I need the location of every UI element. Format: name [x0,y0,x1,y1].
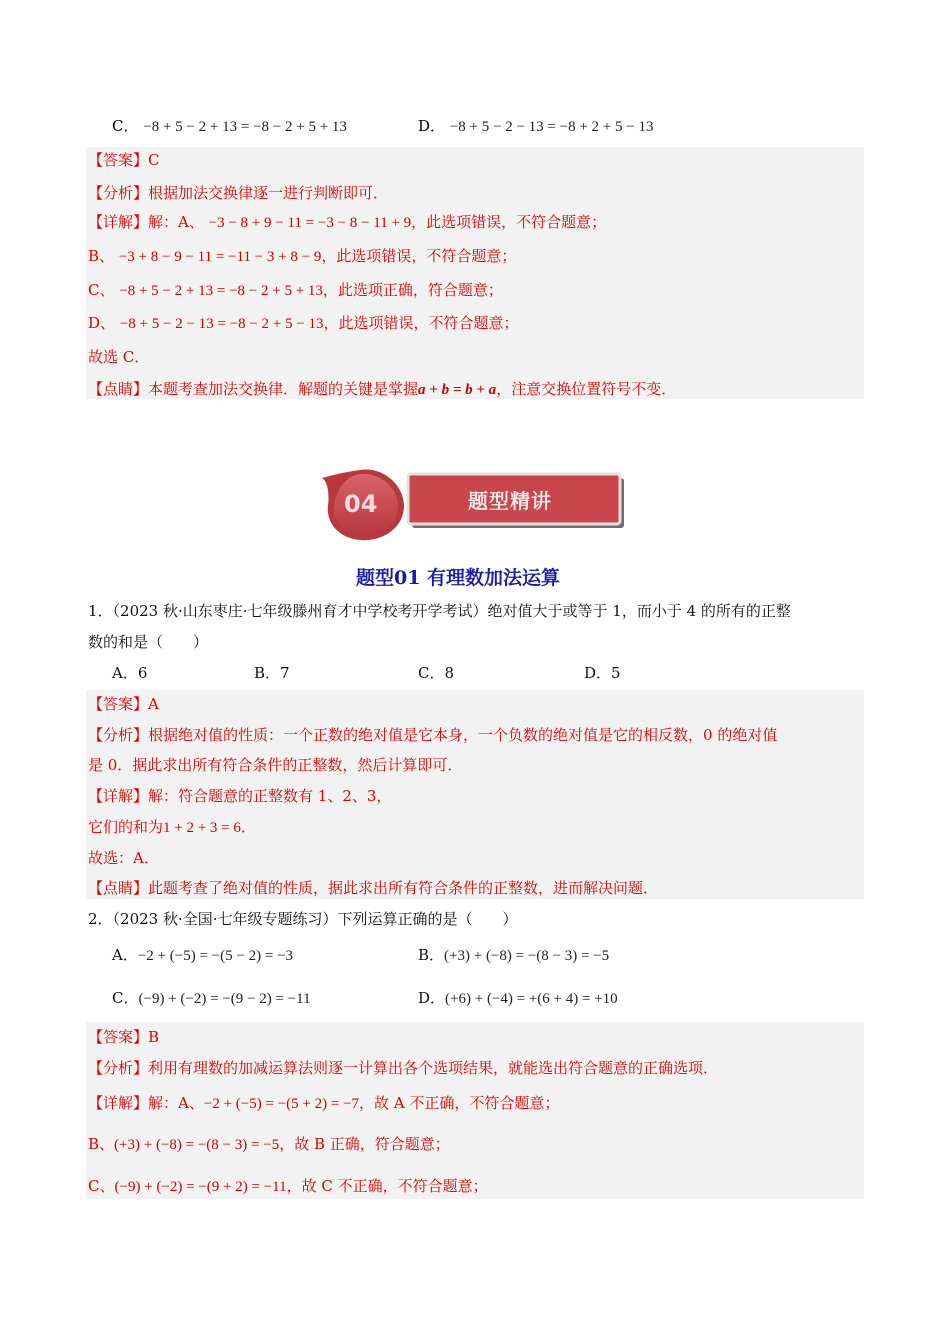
option-d [418,116,653,137]
analysis-tag: 【分析】 [88,1059,149,1077]
q1-sum-line [88,817,256,838]
prev-detail-line-a [88,212,606,233]
detail-expr-b: −3 + 8 − 9 − 11 = −11 − 3 + 8 − 9 [118,249,322,265]
detail-expr-d: −8 + 5 − 2 − 13 = −8 − 2 + 5 − 13 [119,316,324,332]
detail-expr-c: −8 + 5 − 2 + 13 = −8 − 2 + 5 + 13 [119,283,323,299]
q1-detail-line [88,786,391,806]
option-c-label: C． [112,117,139,135]
q2-option-c-expr: (−9) + (−2) = −(9 − 2) = −11 [138,991,311,1007]
q2-detail-line-c [88,1176,488,1197]
detail-intro: 解：A、 [148,1094,204,1112]
q1-analysis-line1 [88,725,777,745]
section-banner [322,464,632,544]
detail-tag: 【详解】 [88,787,149,805]
q2-option-b [418,945,609,966]
note-expr: a + b = b + a [418,382,497,398]
detail-prefix-b: B、 [88,1135,115,1153]
q2-option-b-expr: (+3) + (−8) = −(8 − 3) = −5 [444,948,610,964]
detail-intro: 解：A、 [148,213,204,231]
option-c [112,116,347,137]
detail-prefix-d: D、 [88,314,116,332]
q2-option-a-label: A． [112,946,138,964]
q2-option-d [418,988,618,1009]
sum-post: ． [240,818,256,836]
detail-text: 解：符合题意的正整数有 1、2、3， [148,787,392,805]
prev-answer-line [88,150,160,170]
q2-option-c-label: C． [112,989,139,1007]
detail-tag: 【详解】 [88,213,149,231]
q1-stem-line1: 1．（2023 秋·山东枣庄·七年级滕州育才中学校考开学考试）绝对值大于或等于 1，而小于 4 的所有的正整 [88,602,791,620]
q2-option-c [112,988,311,1009]
banner-title: 题型精讲 [468,489,552,513]
option-d-label: D． [418,117,446,135]
sum-expr: 1 + 2 + 3 = 6 [163,820,241,836]
q1-analysis-line2: 是 0．据此求出所有符合条件的正整数，然后计算即可． [88,756,463,774]
q2-stem: 2．（2023 秋·全国·七年级专题练习）下列运算正确的是（ ） [88,910,518,928]
answer-value: B [148,1028,160,1046]
prev-analysis-line [88,183,388,203]
q1-option-c: C．8 [418,664,455,682]
analysis-tag: 【分析】 [88,726,149,744]
note-text: 此题考查了绝对值的性质，据此求出所有符合条件的正整数，进而解决问题． [148,879,659,897]
q1-option-a: A．6 [112,664,148,682]
q1-conclusion: 故选：A． [88,849,159,867]
detail-prefix-c: C、 [88,281,115,299]
detail-text-b: ，故 B 正确，符合题意； [279,1135,450,1153]
q2-option-d-expr: (+6) + (−4) = +(6 + 4) = +10 [445,991,618,1007]
section-title: 题型01 有理数加法运算 [356,567,561,589]
prev-note-line [88,379,676,400]
detail-expr-c: (−9) + (−2) = −(9 + 2) = −11 [114,1179,287,1195]
detail-expr-a: −3 − 8 + 9 − 11 = −3 − 8 − 11 + 9 [208,215,412,231]
analysis-tag: 【分析】 [88,184,149,202]
q2-option-d-label: D． [418,989,446,1007]
option-d-expr: −8 + 5 − 2 − 13 = −8 + 2 + 5 − 13 [449,119,654,135]
answer-tag: 【答案】 [88,695,149,713]
q2-option-b-label: B． [418,946,445,964]
q1-option-d: D．5 [584,664,621,682]
prev-detail-line-d [88,313,518,334]
q1-stem-line2: 数的和是（ ） [88,633,209,651]
note-tag: 【点睛】 [88,879,149,897]
answer-tag: 【答案】 [88,1028,149,1046]
answer-value: A [148,695,159,713]
note-post: ，注意交换位置符号不变． [496,380,677,398]
prev-conclusion: 故选 C． [88,348,150,366]
sum-pre: 它们的和为 [88,818,164,836]
detail-prefix-b: B、 [88,247,115,265]
detail-text-a: ，此选项错误，不符合题意； [411,213,607,231]
detail-tag: 【详解】 [88,1094,149,1112]
q2-analysis-line [88,1058,718,1078]
q2-detail-line-b [88,1134,450,1155]
q1-answer-line [88,694,159,714]
prev-detail-line-c [88,280,503,301]
q2-option-a-expr: −2 + (−5) = −(5 − 2) = −3 [137,948,293,964]
note-pre: 本题考查加法交换律．解题的关键是掌握 [148,380,419,398]
detail-text-d: ，此选项错误，不符合题意； [323,314,519,332]
detail-expr-b: (+3) + (−8) = −(8 − 3) = −5 [114,1137,280,1153]
banner-number: 04 [344,490,378,518]
q2-detail-line-a [88,1093,559,1114]
analysis-text-1: 根据绝对值的性质：一个正数的绝对值是它本身，一个负数的绝对值是它的相反数，0 的绝对值 [148,726,778,744]
answer-value: C [148,151,160,169]
q1-note-line [88,878,658,898]
q2-option-a [112,945,293,966]
detail-text-c: ，此选项正确，符合题意； [322,281,503,299]
q1-option-b: B．7 [254,664,290,682]
detail-text-a: ，故 A 不正确，不符合题意； [359,1094,560,1112]
detail-expr-a: −2 + (−5) = −(5 + 2) = −7 [203,1096,360,1112]
q2-answer-line [88,1027,159,1047]
analysis-text: 根据加法交换律逐一进行判断即可． [148,184,389,202]
detail-text-c: ，故 C 不正确，不符合题意； [286,1177,488,1195]
detail-prefix-c: C、 [88,1177,115,1195]
note-tag: 【点睛】 [88,380,149,398]
detail-text-b: ，此选项错误，不符合题意； [321,247,517,265]
option-c-expr: −8 + 5 − 2 + 13 = −8 − 2 + 5 + 13 [143,119,347,135]
analysis-text: 利用有理数的加减运算法则逐一计算出各个选项结果，就能选出符合题意的正确选项． [148,1059,719,1077]
prev-detail-line-b [88,246,516,267]
answer-tag: 【答案】 [88,151,149,169]
